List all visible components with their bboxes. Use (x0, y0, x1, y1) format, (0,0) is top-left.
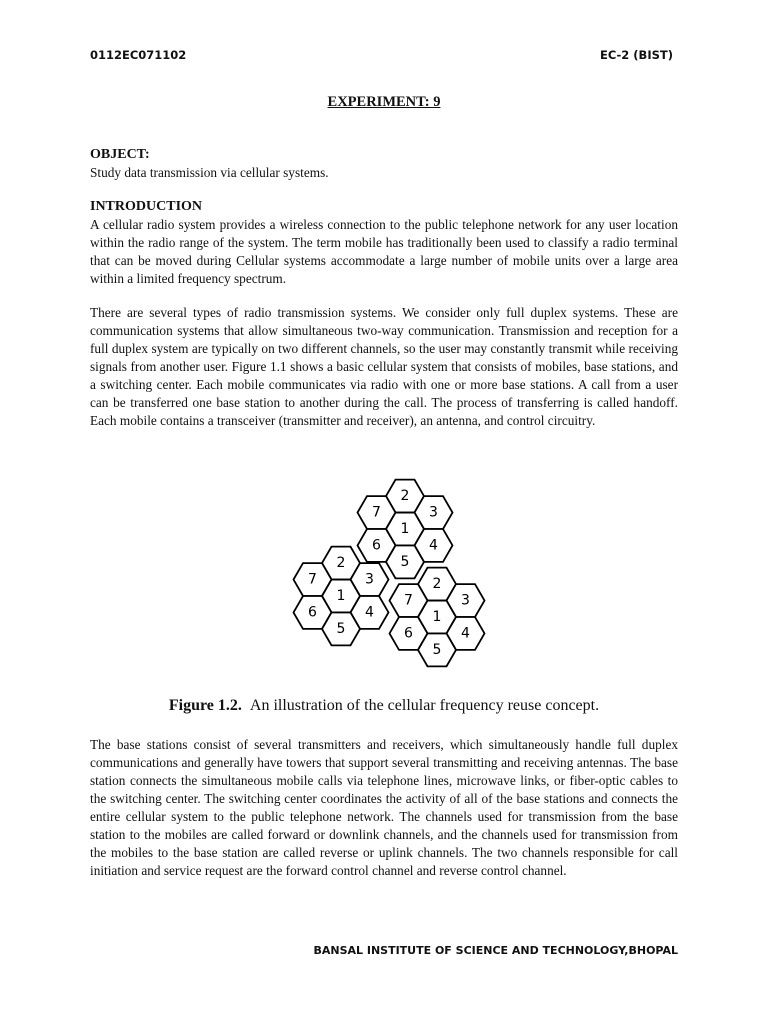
hex-cell-label: 2 (336, 555, 346, 572)
hex-cell-label: 5 (432, 641, 442, 658)
header-course: EC-2 (BIST) (599, 48, 673, 62)
hex-cell-label: 1 (432, 609, 442, 625)
introduction-paragraph-1: A cellular radio system provides a wireless connection to the public telephone network for any user location within the radio range of the system. The term mobile has traditionally been used to classify a radio terminal that can be moved during Cellular systems accommodate a large number of mobile units over a large area within a limited frequency spectrum. (90, 217, 678, 286)
footer-institute: BANSAL INSTITUTE OF SCIENCE AND TECHNOLOGY,BHOPAL (313, 944, 678, 957)
figure-caption-text: An illustration of the cellular frequency reuse concept. (249, 697, 600, 714)
hex-cell-label: 4 (461, 625, 470, 642)
hex-cell-label: 5 (336, 620, 346, 637)
hex-cell-label: 6 (404, 625, 413, 642)
frequency-reuse-figure (287, 466, 487, 676)
hex-cell-label: 3 (461, 592, 470, 609)
object-heading: OBJECT: (90, 147, 150, 162)
hex-cell-label: 2 (432, 576, 442, 593)
hex-cell-label: 4 (429, 537, 438, 554)
object-text: Study data transmission via cellular systems. (90, 165, 329, 180)
object-section (90, 146, 678, 182)
figure-label: Figure 1.2. (168, 697, 242, 714)
hex-cell-label: 2 (400, 488, 410, 505)
page-title: EXPERIMENT: 9 (327, 94, 441, 110)
hex-cell-label: 1 (400, 521, 410, 537)
introduction-section (90, 198, 678, 288)
hex-cell-label: 7 (308, 571, 317, 588)
introduction-paragraph-2: There are several types of radio transmission systems. We consider only full duplex systems. These are communication systems that allow simultaneous two-way communication. Transmission and reception for a full duplex system are typically on two different channels, so the user may constantly transmit while receiving signals from another user. Figure 1.1 shows a basic cellular system that consists of mobiles, base stations, and a switching center. Each mobile communicates via radio with one or more base stations. A call from a user can be transferred one base station to another during the call. The process of transferring is called handoff. Each mobile contains a transceiver (transmitter and receiver), an antenna, and control circuitry. (90, 305, 678, 428)
hex-cell-label: 1 (336, 588, 346, 604)
hex-cell-label: 7 (404, 592, 413, 609)
hex-cell-label: 4 (365, 604, 374, 621)
hex-cell-label: 6 (308, 604, 317, 621)
hex-cell-label: 3 (365, 571, 374, 588)
hex-cell-label: 3 (429, 504, 438, 521)
hex-cell-label: 6 (372, 537, 381, 554)
header-doc-id: 0112EC071102 (90, 48, 187, 62)
body-paragraph-3: The base stations consist of several transmitters and receivers, which simultaneously handle full duplex communications and generally have towers that support several transmitting and receiving antennas. The base station connects the simultaneous mobile calls via telephone lines, microwave links, or fiber-optic cables to the switching center. The switching center coordinates the activity of all of the base stations and connects the entire cellular system to the public telephone network. The channels used for transmission from the base station to the mobiles are called forward or downlink channels, and the channels used for transmission from the mobiles to the base station are called reverse or uplink channels. The two channels responsible for call initiation and service request are the forward control channel and reverse control channel. (90, 737, 678, 878)
introduction-heading: INTRODUCTION (90, 199, 203, 214)
hex-cell-label: 5 (400, 553, 410, 570)
hex-cell-label: 7 (372, 504, 381, 521)
figure-caption (0, 697, 768, 715)
